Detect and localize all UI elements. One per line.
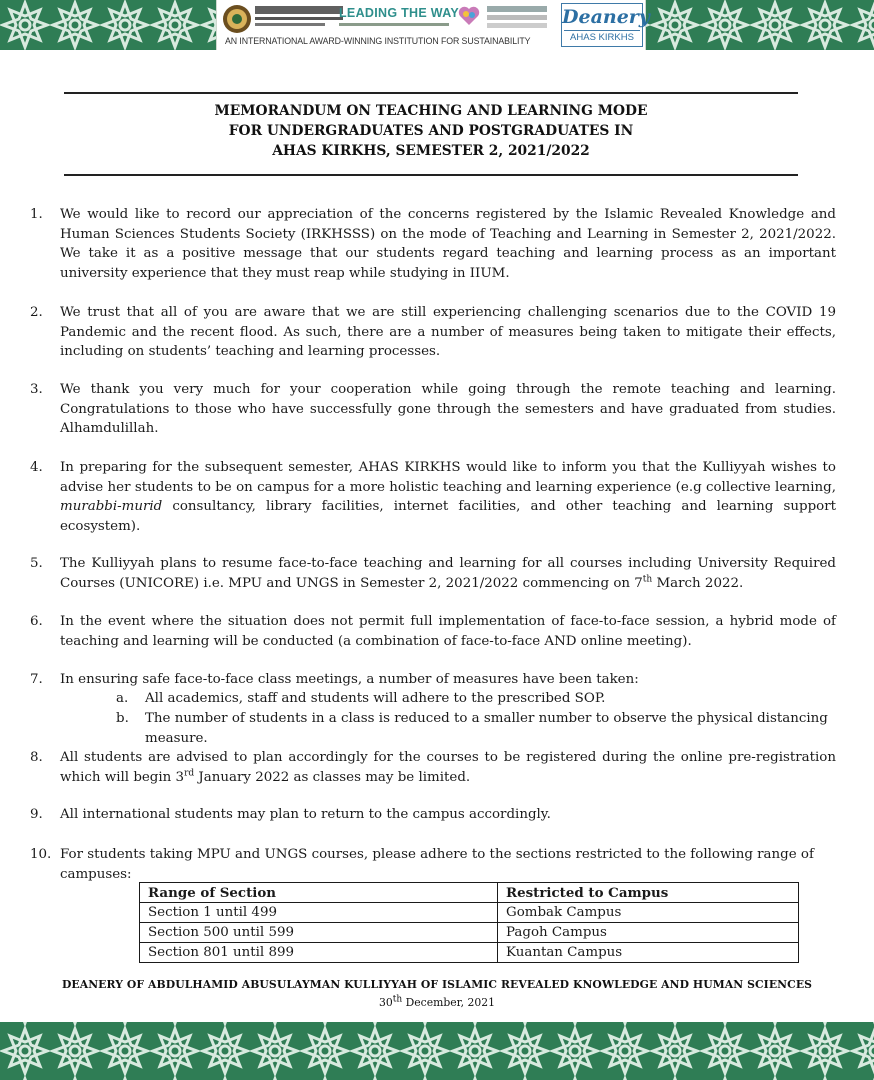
item-text-part: The Kulliyyah plans to resume face-to-face teaching and learning for all courses including University Required Courses (UNICORE) i.e. MPU and UNGS in Semester 2, 2021/2022 commencing on 7	[60, 556, 836, 591]
table-header-cell: Range of Section	[140, 883, 498, 903]
table-cell: Section 1 until 499	[140, 903, 498, 923]
memo-item-7	[30, 670, 836, 690]
memo-item-3	[30, 380, 836, 439]
section-campus-table	[139, 882, 799, 963]
item-number: 6.	[30, 614, 43, 629]
memo-item-1	[30, 205, 836, 283]
table-row	[140, 903, 799, 923]
memo-subitem-7a	[116, 689, 836, 709]
item-text: We trust that all of you are aware that we are still experiencing challenging scenarios due to the COVID 19 Pandemic and the recent flood. As such, there are a number of measures being taken to mitigate their effects, including on students’ teaching and learning processes.	[60, 305, 836, 359]
memo-date-rest: December, 2021	[402, 996, 495, 1009]
item-text-part: consultancy, library facilities, internet facilities, and other teaching and learning support ecosystem).	[60, 499, 836, 534]
memo-item-9	[30, 805, 836, 825]
item-text-part: March 2022.	[652, 575, 744, 591]
tagline-subtext-icon	[339, 22, 449, 28]
item-text	[60, 458, 836, 536]
university-wordmark-icon	[255, 4, 347, 34]
award-line: AN INTERNATIONAL AWARD-WINNING INSTITUTION FOR SUSTAINABILITY	[225, 36, 531, 46]
subitem-letter: a.	[116, 691, 129, 706]
item-number: 7.	[30, 672, 43, 687]
item-number: 4.	[30, 460, 43, 475]
item-number: 2.	[30, 305, 43, 320]
item-text-superscript: th	[642, 574, 653, 585]
title-bottom-rule	[64, 174, 798, 176]
memo-subitem-7b	[116, 709, 836, 748]
table-header-row	[140, 883, 799, 903]
heart-logo-icon	[457, 4, 481, 28]
table-header-cell: Restricted to Campus	[498, 883, 799, 903]
item-number: 10.	[30, 847, 52, 862]
table-cell: Kuantan Campus	[498, 943, 799, 963]
header-logo-card	[216, 0, 650, 50]
memo-item-8	[30, 748, 836, 787]
item-text	[60, 748, 836, 787]
memo-item-4	[30, 458, 836, 536]
table-cell: Section 801 until 899	[140, 943, 498, 963]
memo-title-line: MEMORANDUM ON TEACHING AND LEARNING MODE	[214, 103, 648, 119]
item-text-part: In preparing for the subsequent semester, AHAS KIRKHS would like to inform you that the Kulliyyah wishes to advise her students to be on campus for a more holistic teaching and learning experience (e.g collective learning,	[60, 460, 836, 495]
item-number: 5.	[30, 556, 43, 571]
item-number: 9.	[30, 807, 43, 822]
item-text: We thank you very much for your cooperation while going through the remote teaching and learning. Congratulations to those who have successfully gone through the semesters and have graduated from studies. Alhamdulillah.	[60, 382, 836, 436]
memo-item-10	[30, 845, 836, 884]
table-row	[140, 923, 799, 943]
table-row	[140, 943, 799, 963]
item-text: In ensuring safe face-to-face class meetings, a number of measures have been taken:	[60, 672, 639, 687]
table-cell: Gombak Campus	[498, 903, 799, 923]
table-cell: Section 500 until 599	[140, 923, 498, 943]
item-text	[60, 554, 836, 593]
deanery-logo-subtitle: AHAS KIRKHS	[564, 30, 640, 45]
item-text: All international students may plan to return to the campus accordingly.	[60, 807, 551, 822]
memo-date-day: 30	[379, 996, 393, 1009]
subitem-text: The number of students in a class is reduced to a smaller number to observe the physical distancing measure.	[145, 711, 828, 746]
memo-item-6	[30, 612, 836, 651]
islamic-pattern-bottom	[0, 1022, 874, 1080]
partner-logos-icon	[487, 4, 549, 34]
memo-date-superscript: th	[392, 994, 403, 1005]
item-text-superscript: rd	[184, 768, 195, 779]
tagline: LEADING THE WAY	[339, 6, 460, 20]
item-text: We would like to record our appreciation of the concerns registered by the Islamic Revealed Knowledge and Human Sciences Students Society (IRKHSSS) on the mode of Teaching and Learning in Semester 2, 2021/2022. We take it as a positive message that our students regard teaching and learning process as an important university experience that they must reap while studying in IIUM.	[60, 207, 836, 281]
item-number: 8.	[30, 750, 43, 765]
memo-item-2	[30, 303, 836, 362]
issuing-department: DEANERY OF ABDULHAMID ABUSULAYMAN KULLIYYAH OF ISLAMIC REVEALED KNOWLEDGE AND HUMAN SCIENCES	[61, 978, 813, 991]
footer-pattern-band	[0, 1022, 874, 1080]
title-top-rule	[64, 92, 798, 94]
item-text-part: All students are advised to plan accordingly for the courses to be registered during the online pre-registration which will begin 3	[60, 750, 836, 785]
memo-title-line: FOR UNDERGRADUATES AND POSTGRADUATES IN	[228, 123, 634, 139]
item-number: 1.	[30, 207, 43, 222]
deanery-logo	[561, 3, 650, 47]
memo-item-5	[30, 554, 836, 593]
subitem-text: All academics, staff and students will adhere to the prescribed SOP.	[145, 691, 606, 706]
item-text-italic: murabbi-murid	[60, 499, 163, 514]
item-text: For students taking MPU and UNGS courses, please adhere to the sections restricted to the following range of campuses:	[60, 847, 814, 882]
item-text: In the event where the situation does not permit full implementation of face-to-face session, a hybrid mode of teaching and learning will be conducted (a combination of face-to-face AND online meeting).	[60, 614, 836, 649]
table-cell: Pagoh Campus	[498, 923, 799, 943]
memo-title	[64, 101, 798, 161]
deanery-logo-title: Deanery	[562, 6, 650, 28]
university-crest-icon	[221, 3, 253, 35]
item-text-part: January 2022 as classes may be limited.	[194, 769, 471, 785]
memo-date	[0, 996, 874, 1009]
item-number: 3.	[30, 382, 43, 397]
subitem-letter: b.	[116, 711, 129, 726]
memo-title-line: AHAS KIRKHS, SEMESTER 2, 2021/2022	[272, 143, 590, 159]
